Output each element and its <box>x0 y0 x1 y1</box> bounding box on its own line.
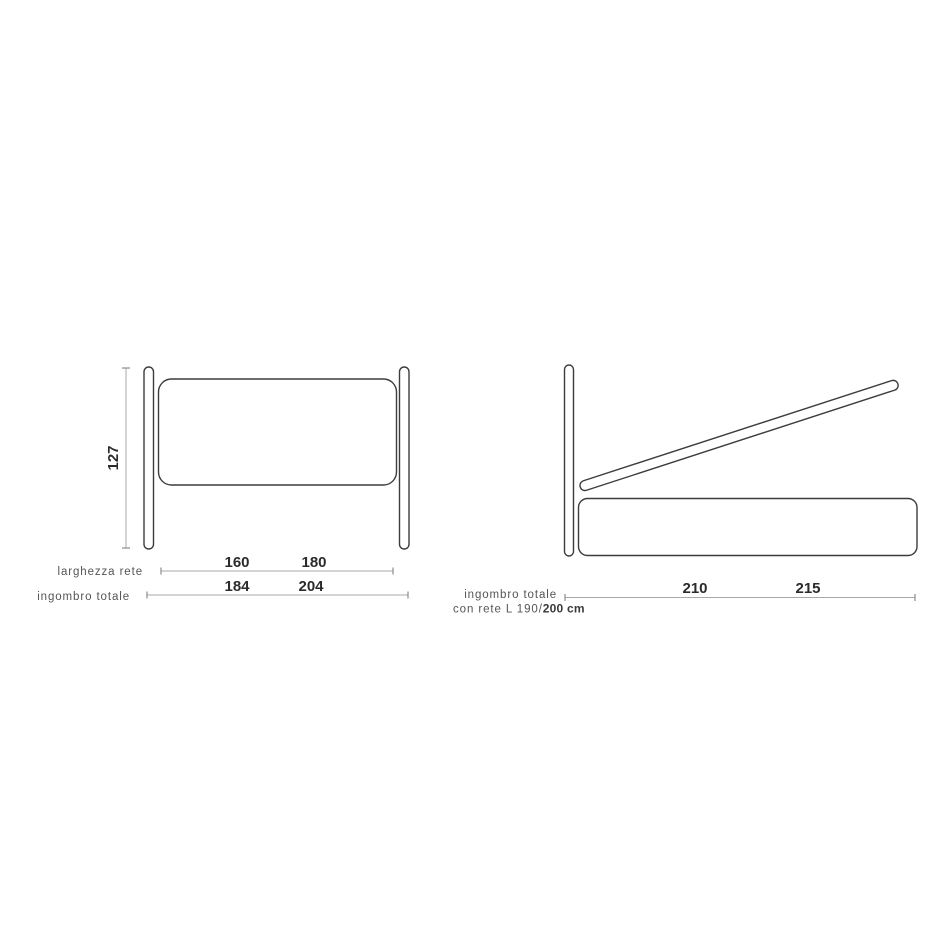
side-view <box>453 365 917 616</box>
front-right-post <box>400 367 410 549</box>
storage-box-base <box>579 499 918 556</box>
net-width-value-2: 180 <box>301 554 327 571</box>
side-headboard-post <box>565 365 574 556</box>
overall-width-value-2: 204 <box>298 578 324 595</box>
net-width-value-1: 160 <box>224 554 250 571</box>
side-overall-label-line2-suffix: 200 cm <box>542 601 585 616</box>
side-overall-value-2: 215 <box>795 580 821 597</box>
side-overall-label-line1: ingombro totale <box>464 589 557 601</box>
front-view <box>37 367 409 603</box>
height-value: 127 <box>105 445 122 471</box>
side-overall-value-1: 210 <box>682 580 708 597</box>
side-overall-label-line2 <box>453 602 585 616</box>
headboard-panel <box>159 379 397 485</box>
overall-width-label: ingombro totale <box>37 591 130 603</box>
lifted-slat-base <box>579 379 900 492</box>
side-overall-label-line2-prefix: con rete L 190/ <box>453 603 543 616</box>
front-left-post <box>144 367 154 549</box>
net-width-label: larghezza rete <box>57 566 143 578</box>
overall-width-value-1: 184 <box>224 578 250 595</box>
